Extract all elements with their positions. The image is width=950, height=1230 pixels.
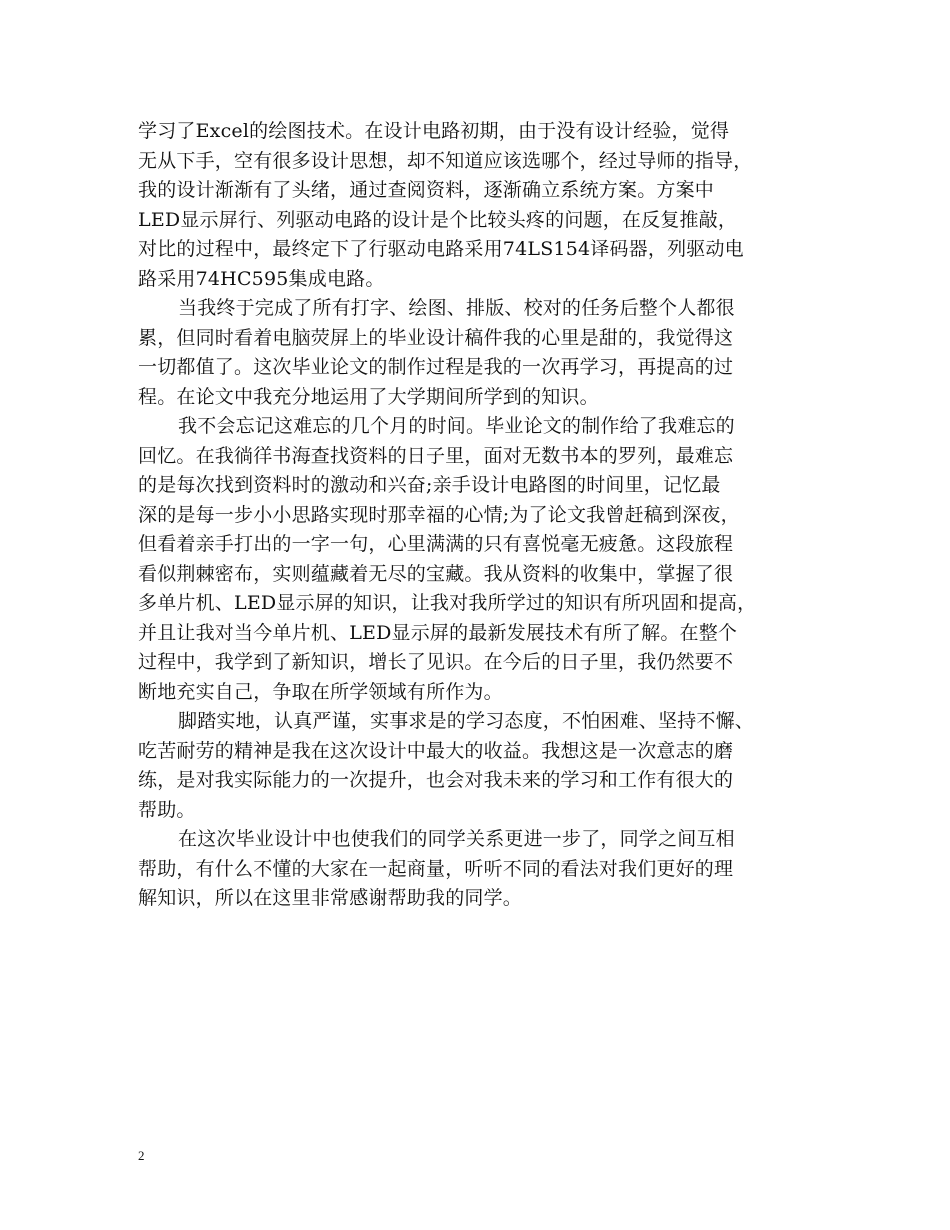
text-line: 对比的过程中，最终定下了行驱动电路采用74LS154译码器，列驱动电 — [138, 238, 744, 260]
paragraph-first-line: 脚踏实地，认真严谨，实事求是的学习态度，不怕困难、坚持不懈、 — [178, 710, 755, 732]
text-line: 看似荆棘密布，实则蕴藏着无尽的宝藏。我从资料的收集中，掌握了很 — [138, 562, 734, 585]
text-line: 学习了Excel的绘图技术。在设计电路初期，由于没有设计经验，觉得 — [138, 120, 730, 142]
text-line: 多单片机、LED显示屏的知识，让我对我所学过的知识有所巩固和提高， — [138, 592, 757, 614]
text-line: 帮助，有什么不懂的大家在一起商量，听听不同的看法对我们更好的理 — [138, 857, 734, 880]
body-text — [138, 117, 822, 914]
paragraph-first-line: 我不会忘记这难忘的几个月的时间。毕业论文的制作给了我难忘的 — [178, 415, 735, 437]
text-line: 无从下手，空有很多设计思想，却不知道应该选哪个，经过导师的指导， — [138, 149, 753, 172]
text-line: 过程中，我学到了新知识，增长了见识。在今后的日子里，我仍然要不 — [138, 651, 734, 673]
text-line: 深的是每一步小小思路实现时那幸福的心情;为了论文我曾赶稿到深夜， — [138, 503, 740, 526]
text-line: 吃苦耐劳的精神是我在这次设计中最大的收益。我想这是一次意志的磨 — [138, 739, 734, 762]
text-line: 解知识，所以在这里非常感谢帮助我的同学。 — [138, 887, 523, 909]
page-number: 2 — [138, 1148, 145, 1163]
text-line: 回忆。在我徜徉书海查找资料的日子里，面对无数书本的罗列，最难忘 — [138, 444, 734, 467]
text-line: LED显示屏行、列驱动电路的设计是个比较头疼的问题，在反复推敲， — [138, 208, 738, 231]
text-line: 但看着亲手打出的一字一句，心里满满的只有喜悦毫无疲惫。这段旅程 — [138, 533, 734, 555]
text-line: 程。在论文中我充分地运用了大学期间所学到的知识。 — [138, 385, 599, 408]
text-line: 练，是对我实际能力的一次提升，也会对我未来的学习和工作有很大的 — [138, 769, 734, 791]
text-line: 路采用74HC595集成电路。 — [138, 267, 385, 290]
text-line: 帮助。 — [138, 798, 196, 821]
paragraph-first-line: 在这次毕业设计中也使我们的同学关系更进一步了，同学之间互相 — [178, 828, 735, 850]
text-line: 累，但同时看着电脑荧屏上的毕业设计稿件我的心里是甜的，我觉得这 — [138, 326, 734, 349]
text-line: 并且让我对当今单片机、LED显示屏的最新发展技术有所了解。在整个 — [138, 621, 738, 644]
text-line: 一切都值了。这次毕业论文的制作过程是我的一次再学习，再提高的过 — [138, 356, 734, 378]
text-line: 断地充实自己，争取在所学领域有所作为。 — [138, 680, 503, 703]
paragraph-first-line: 当我终于完成了所有打字、绘图、排版、校对的任务后整个人都很 — [178, 297, 735, 319]
text-line: 我的设计渐渐有了头绪，通过查阅资料，逐渐确立系统方案。方案中 — [138, 179, 715, 201]
text-line: 的是每次找到资料时的激动和兴奋;亲手设计电路图的时间里，记忆最 — [138, 474, 721, 496]
